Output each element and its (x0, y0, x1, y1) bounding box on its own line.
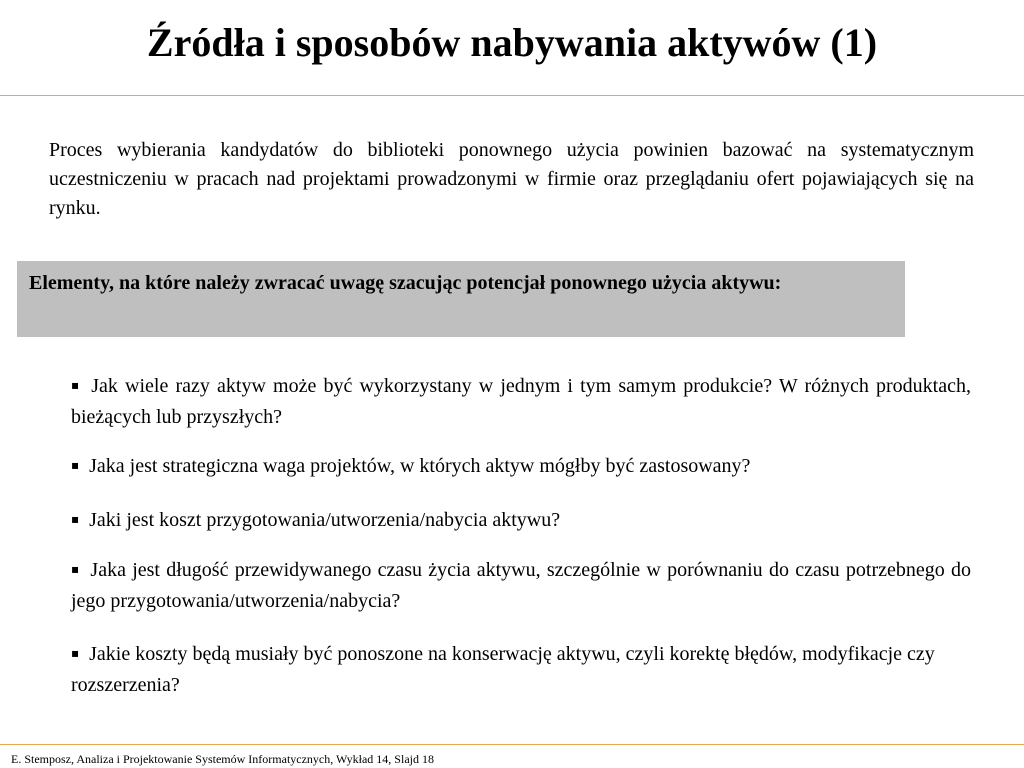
highlight-text: Elementy, na które należy zwracać uwagę szacując potencjał ponownego użycia aktywu: (29, 272, 782, 294)
intro-paragraph: Proces wybierania kandydatów do biblioteki ponownego użycia powinien bazować na systematycznym uczestniczeniu w pracach nad projektami prowadzonymi w firmie oraz przeglądaniu ofert pojawiających się na rynku. (49, 139, 974, 219)
bullet-marker-icon: ▪ (71, 512, 80, 526)
bullet-text: Jaka jest strategiczna waga projektów, w których aktyw mógłby być zastosowany? (89, 455, 751, 477)
bullet-text: Jaka jest długość przewidywanego czasu życia aktywu, szczególnie w porównaniu do czasu potrzebnego do jego przygotowania/utworzenia/nabycia? (71, 559, 971, 612)
footer-divider (0, 744, 1024, 745)
title-divider (0, 95, 1024, 96)
bullet-text: Jak wiele razy aktyw może być wykorzystany w jednym i tym samym produkcie? W różnych produktach, bieżących lub przyszłych? (71, 375, 971, 428)
footer-text: E. Stemposz, Analiza i Projektowanie Systemów Informatycznych, Wykład 14, Slajd 18 (11, 752, 434, 766)
bullet-item (71, 450, 971, 482)
bullet-item (71, 370, 971, 433)
bullet-item (71, 554, 971, 617)
bullet-marker-icon: ▪ (71, 562, 81, 576)
highlight-box (17, 261, 905, 337)
bullet-item (71, 638, 971, 701)
bullet-marker-icon: ▪ (71, 378, 82, 392)
bullet-marker-icon: ▪ (71, 458, 80, 472)
bullet-text: Jaki jest koszt przygotowania/utworzenia/nabycia aktywu? (89, 509, 561, 531)
bullet-marker-icon: ▪ (71, 646, 80, 660)
bullet-item (71, 504, 971, 536)
slide-title: Źródła i sposobów nabywania aktywów (1) (146, 20, 878, 65)
bullet-text: Jakie koszty będą musiały być ponoszone na konserwację aktywu, czyli korektę błędów, modyfikacje czy rozszerzenia? (71, 643, 935, 696)
